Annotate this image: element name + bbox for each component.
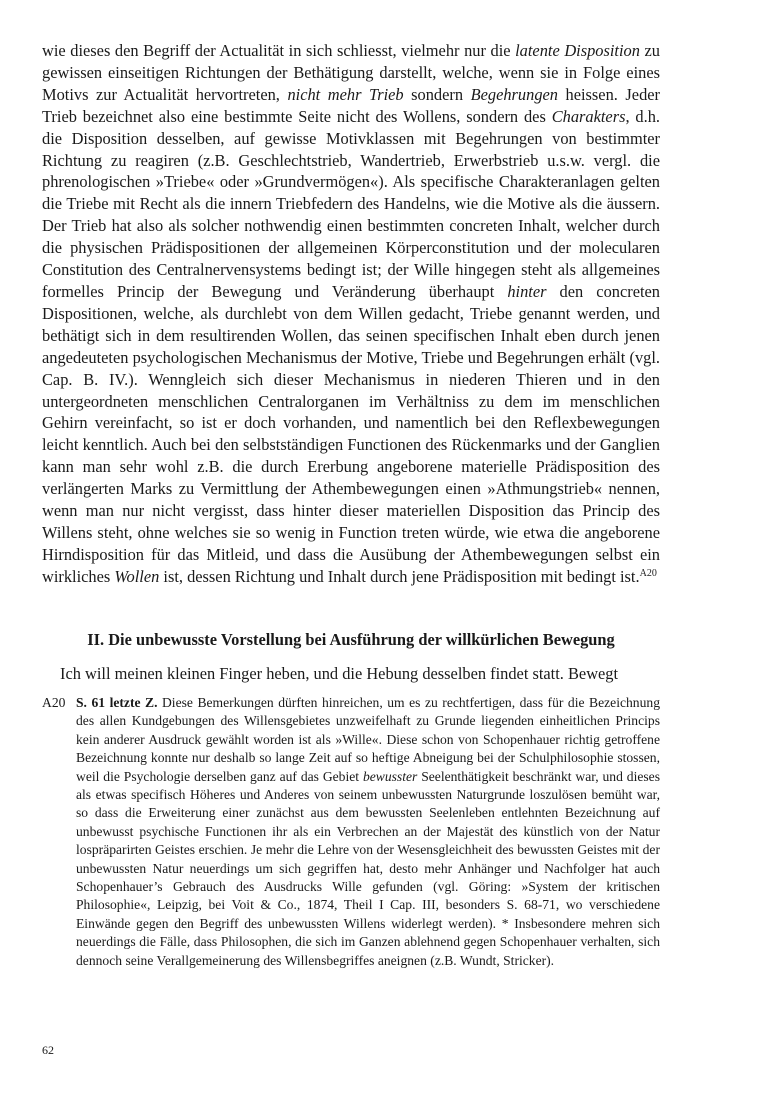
footnote-body: S. 61 letzte Z. Diese Bemerkungen dürften hinreichen, um es zu rechtfertigen, dass für die Bezeichnung des allen Kundgebungen des Willensgebietes unzweifelhaft zu Grunde liegenden einheitlichen Princips kein anderer Ausdruck gewählt worden ist als »Wille«. Diese schon von Schopenhauer richtig getroffene Bezeichnung konnte nur deshalb so lange Zeit auf so heftige Abneigung bei der Schulphilosophie stossen, weil die Psychologie derselben ganz auf das Gebiet bewusster Seelenthätigkeit beschränkt war, und dieses als etwas specifisch Höheres und Anderes von seinem unbewussten Naturgrunde loszulösen bemüht war, so dass die Erweiterung einer zunächst aus dem bewussten Seelenleben entlehnten Bezeichnung auf unbewusst psychische Functionen ihr als ein Verbrechen an der Majestät des künstlich von der Natur lospräparirten Geistes erschien. Je mehr die Lehre von der Wesensgleichheit des bewussten Geistes mit der unbewussten Natur neuerdings um sich gegriffen hat, desto mehr Anhänger und Nachfolger hat auch Schopenhauer’s Gebrauch des Ausdrucks Wille gefunden (vgl. Göring: »System der kritischen Philosophie«, Leipzig, bei Voit & Co., 1874, Theil I Cap. III, besonders S. 68-71, wo verschiedene Einwände gegen den Begriff des unbewussten Willens widerlegt werden). * Insbesondere mehren sich neuerdings die Fälle, dass Philosophen, die sich im Ganzen ablehnend gegen Schopenhauer verhalten, sich dennoch seine Verallgemeinerung des Willensbegriffes aneignen (z.B. Wundt, Stricker).	[76, 695, 660, 968]
body-text	[42, 40, 660, 588]
emphasis: Charakters	[551, 106, 626, 126]
footnote-label: A20	[42, 695, 66, 710]
section-first-line: Ich will meinen kleinen Finger heben, und die Hebung desselben findet statt. Bewegt	[60, 664, 619, 683]
paragraph: wie dieses den Begriff der Actualität in sich schliesst, vielmehr nur die latente Disposition zu gewissen einseitigen Richtungen der Bethätigung darstellt, welche, wenn sie in Folge eines Motivs zur Actualität hervortreten, nicht mehr Trieb sondern Begehrungen heissen. Jeder Trieb bezeichnet also eine bestimmte Seite nicht des Wollens, sondern des Charakters, d.h. die Disposition desselben, auf gewisse Motivklassen mit Begehrungen von bestimmter Richtung zu reagiren (z.B. Geschlechtstrieb, Wandertrieb, Erwerbstrieb u.s.w. vergl. die phrenologischen »Triebe« oder »Grundvermögen«). Als specifische Charakteranlagen gelten die Triebe mit Recht als die innern Triebfedern des Handelns, wie die Motive als die äussern. Der Trieb hat also als solcher nothwendig einen bestimmten concreten Inhalt, welcher durch die physischen Prädispositionen der allgemeinen Körperconstitution und der molecularen Constitution des Centralnervensystems bedingt ist; der Wille hingegen steht als allgemeines formelles Princip der Bewegung und Veränderung überhaupt hinter den concreten Dispositionen, welche, als durchlebt von dem Willen gedacht, Triebe genannt werden, und bethätigt sich in dem resultirenden Wollen, das seinen specifischen Inhalt eben durch jenen angedeuteten psychologischen Mechanismus der Motive, Triebe und Begehrungen erhält (vgl. Cap. B. IV.). Wenngleich sich dieser Mechanismus in niederen Thieren und in den untergeordneten menschlichen Centralorganen im Verhältniss zu dem im menschlichen Gehirn vereinfacht, so ist er doch vorhanden, und namentlich bei den Reflexbewegungen leicht kenntlich. Auch bei den selbstständigen Functionen des Rückenmarks und der Ganglien kann man sehr wohl z.B. die durch Ererbung angeborene materielle Prädisposition des verlängerten Marks zu Vermittlung der Athembewegungen einen »Athmungstrieb« nennen, wenn man nur nicht vergisst, dass hinter dieser materiellen Disposition das Princip des Willens steht, ohne welches sie so wenig in Function treten würde, wie etwa die angeborene Hirndisposition für das Mitleid, und dass die Ausübung der Athembewegungen selbst ein wirkliches Wollen ist, dessen Richtung und Inhalt durch jene Prädisposition mit bedingt ist.$^{A20}$	[42, 41, 660, 586]
emphasis: bewusster	[362, 768, 418, 784]
section-heading: II. Die unbewusste Vorstellung bei Ausführung der willkürlichen Bewegung	[87, 630, 615, 649]
emphasis: latente Disposition	[515, 41, 640, 60]
emphasis: nicht mehr Trieb	[287, 84, 404, 104]
footnote-reference: S. 61 letzte Z.	[76, 695, 158, 710]
footnote-marker[interactable]: A20	[639, 567, 657, 579]
emphasis: Begehrungen	[470, 84, 558, 104]
emphasis: hinter	[507, 281, 547, 301]
page-number: 62	[42, 1043, 54, 1057]
footnote	[42, 694, 660, 970]
emphasis: Wollen	[114, 566, 160, 586]
